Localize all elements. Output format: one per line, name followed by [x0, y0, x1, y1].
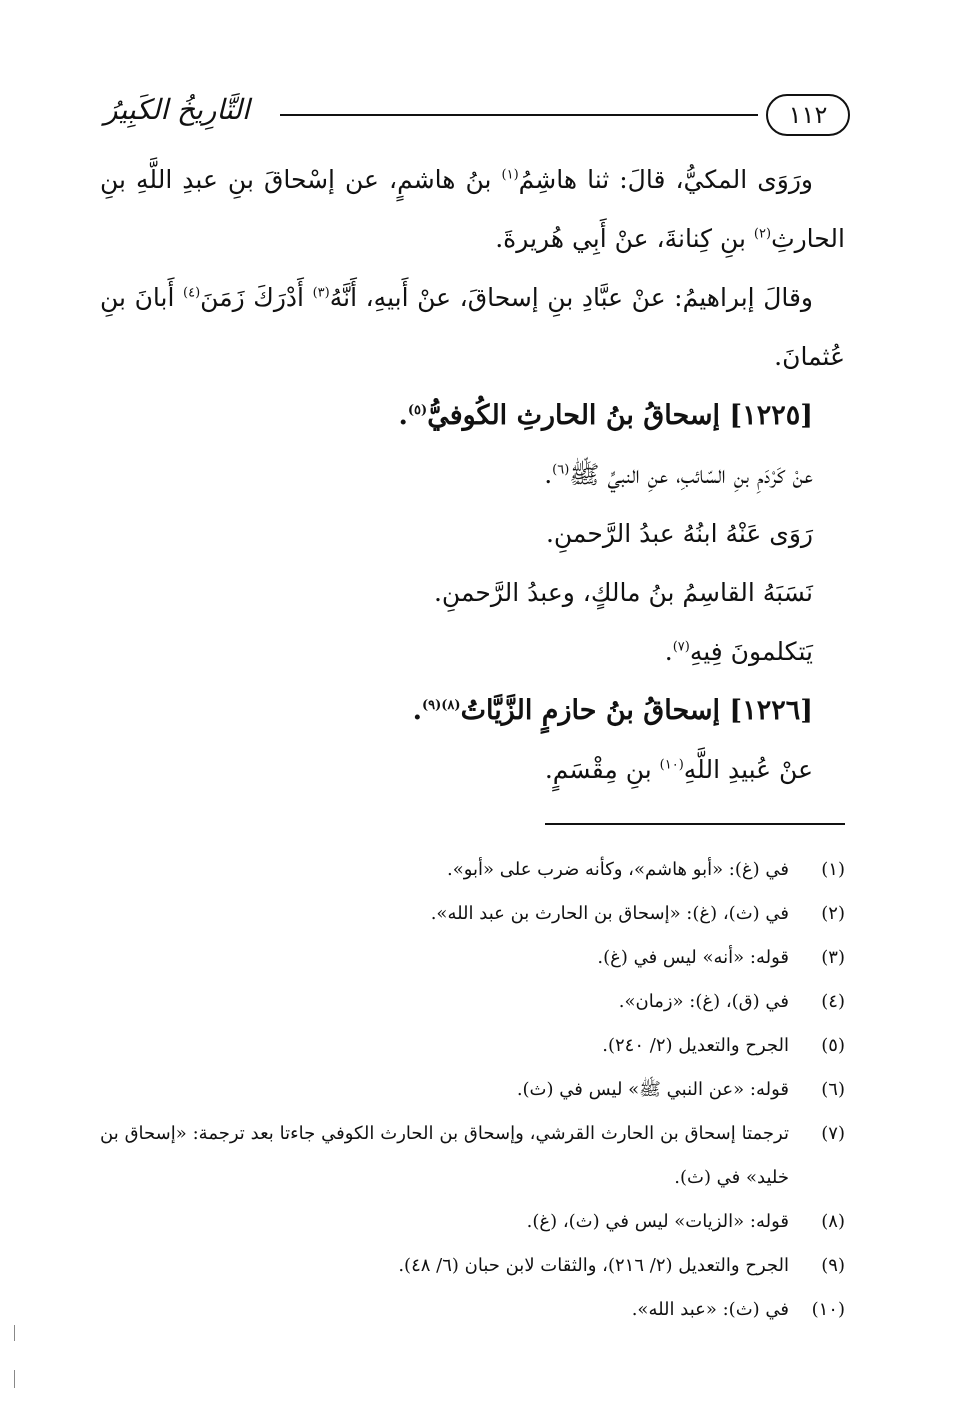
footnote-number: (٢)	[821, 903, 845, 924]
footnote	[100, 1288, 845, 1332]
text-run: بنِ كِنانةَ، عنْ أَبِي هُريرةَ.	[495, 224, 754, 253]
text-run: عنْ كَرْدَمِ بنِ السّائبِ، عنِ النبيِّ ﷺ	[569, 460, 813, 489]
footnote	[100, 936, 845, 980]
footnote-number: (٨)	[821, 1211, 845, 1232]
heading-text: [١٢٢٥] إسحاقُ بنُ الحارثِ الكُوفيُّ	[427, 400, 813, 431]
footnote-number: (٣)	[821, 947, 845, 968]
header-rule	[280, 114, 758, 116]
text-run: ورَوَى المكيُّ، قالَ: ثنا هاشِمُ	[518, 165, 813, 194]
footnote-separator	[545, 823, 845, 825]
footnote-number: (٩)	[821, 1255, 845, 1276]
text-run: بنُ هاشمٍ، عن إسْحاقَ بنِ عبدِ اللَّهِ بنِ	[100, 165, 502, 194]
footnote-number: (٧)	[821, 1123, 845, 1144]
footnote-text: الجرح والتعديل (٢/ ٢٤٠).	[602, 1035, 789, 1056]
footnote-number: (٤)	[821, 991, 845, 1012]
footnote-number: (٦)	[821, 1079, 845, 1100]
entry-line: يَتكلمونَ فِيهِ$^{(٧)}$.	[664, 637, 813, 666]
margin-tick	[14, 1325, 15, 1341]
footnote-ref: (٨)(٩)	[421, 698, 461, 713]
footnote-text: في (ث)، (غ): «إسحاق بن الحارث بن عبد الله».	[430, 903, 789, 924]
entry-line: عنْ كَرْدَمِ بنِ السّائبِ، عنِ النبيِّ ﷺ$^{(٦)}$.	[544, 460, 813, 489]
footnote-text: قوله: «عن النبي ﷺ» ليس في (ث).	[516, 1079, 789, 1100]
footnote-text: في (غ): «أبو هاشم»، وكأنه ضرب على «أبو».	[446, 859, 789, 880]
text-run: وقالَ إبراهيمُ: عنْ عبَّادِ بنِ إسحاقَ، عنْ أَبيهِ، أَنَّهُ	[329, 283, 813, 312]
footnotes	[100, 848, 845, 1332]
footnote-ref: (١٠)	[659, 757, 684, 773]
main-text	[100, 150, 845, 799]
text-run: نَسَبَهُ القاسِمُ بنُ مالكٍ، وعبدُ الرَّحمنِ.	[433, 578, 813, 607]
entry-line	[100, 563, 845, 622]
footnote-number: (١٠)	[811, 1299, 845, 1320]
footnote-ref: (٧)	[672, 639, 690, 655]
footnote	[100, 1112, 845, 1200]
entry-heading-1226: [١٢٢٦] إسحاقُ بنُ حازمٍ الزَّيَّاتُ$^{(٨)(٩)}$.	[412, 695, 813, 726]
paragraph-1	[100, 150, 845, 268]
page-number: ١١٢	[766, 94, 850, 136]
footnote-ref: (٢)	[753, 226, 772, 242]
footnote	[100, 1068, 845, 1112]
text-run: عُثمانَ.	[774, 342, 845, 371]
text-run: يَتكلمونَ فِيهِ	[689, 637, 813, 666]
footnote-ref: (٥)	[407, 403, 428, 418]
footnote-ref: (٦)	[552, 462, 570, 478]
footnote-text: الجرح والتعديل (٢/ ٢١٦)، والثقات لابن حبان (٦/ ٤٨).	[398, 1255, 789, 1276]
footnote-text: قوله: «أنه» ليس في (غ).	[597, 947, 789, 968]
footnote-ref: (٤)	[183, 285, 201, 301]
text-run: رَوَى عَنْهُ ابنُهُ عبدُ الرَّحمنِ.	[545, 519, 813, 548]
footnote	[100, 892, 845, 936]
entry-line	[100, 504, 845, 563]
footnote	[100, 1024, 845, 1068]
text-run: عنْ عُبيدِ اللَّهِ	[683, 755, 813, 784]
text-run: بنِ مِقْسَمٍ.	[544, 755, 660, 784]
footnote-text: في (ق)، (غ): «زمان».	[618, 991, 789, 1012]
footnote	[100, 980, 845, 1024]
footnote	[100, 1200, 845, 1244]
paragraph-2	[100, 268, 845, 386]
page-header	[100, 88, 850, 148]
text-run: الحارثِ	[771, 224, 845, 253]
book-title: التَّارِيخُ الكَبِيرُ	[104, 93, 250, 126]
footnote	[100, 1244, 845, 1288]
footnote-ref: (٣)	[312, 285, 330, 301]
entry-heading-1225: [١٢٢٥] إسحاقُ بنُ الحارثِ الكُوفيُّ$^{(٥)}$.	[398, 400, 813, 431]
text-run: أَدْرَكَ زَمَنَ	[200, 283, 313, 312]
entry-line	[100, 740, 845, 799]
footnote-number: (٥)	[821, 1035, 845, 1056]
margin-tick	[14, 1370, 15, 1388]
footnote-text: قوله: «الزيات» ليس في (ث)، (غ).	[526, 1211, 789, 1232]
footnote-ref: (١)	[501, 167, 519, 183]
text-run: أَبانَ بنِ	[100, 283, 184, 312]
footnote-text: في (ث): «عبد الله».	[631, 1299, 789, 1320]
footnote	[100, 848, 845, 892]
footnote-number: (١)	[821, 859, 845, 880]
footnote-text: ترجمتا إسحاق بن الحارث القرشي، وإسحاق بن الحارث الكوفي جاءتا بعد ترجمة: «إسحاق بن خليد» في (ث).	[100, 1123, 789, 1188]
heading-text: [١٢٢٦] إسحاقُ بنُ حازمٍ الزَّيَّاتُ	[460, 695, 813, 726]
